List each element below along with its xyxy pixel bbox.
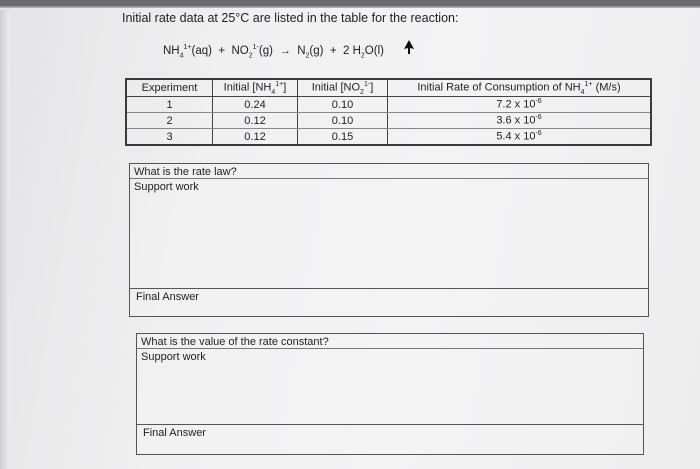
- reactant-no2: $NO_2^{1-}(g)$: [231, 44, 273, 60]
- reaction-equation: [163, 44, 384, 59]
- rate-constant-question: What is the value of the rate constant?: [137, 334, 643, 349]
- header-experiment: Experiment: [126, 79, 213, 97]
- support-work-label: Support work: [141, 351, 206, 363]
- rate-constant-answer-box[interactable]: [136, 333, 644, 455]
- plus-sign: +: [218, 44, 226, 57]
- cell-experiment: 3: [126, 129, 213, 146]
- header-nh4-concentration: Initial $[NH_4^{1+}]$: [213, 79, 298, 97]
- cell-no2: 0.10: [298, 97, 388, 113]
- intro-text: Initial rate data at 25°C are listed in the table for the reaction:: [122, 11, 459, 25]
- reactant-nh4: $NH_4^{1+}(aq)$: [163, 44, 212, 60]
- cell-experiment: 2: [126, 113, 213, 129]
- header-initial-rate: Initial Rate of Consumption of $NH_4^{1+}$ (M/s): [388, 79, 652, 97]
- page-edge: [0, 10, 10, 469]
- final-answer-field[interactable]: [137, 424, 643, 455]
- cell-no2: 0.10: [298, 113, 388, 129]
- support-work-label: Support work: [134, 181, 199, 193]
- final-answer-label: Final Answer: [136, 291, 199, 303]
- final-answer-field[interactable]: [130, 288, 648, 319]
- cell-rate: 3.6 x $10^{-6}$: [388, 113, 652, 129]
- mouse-pointer-icon: [403, 40, 415, 54]
- rate-law-answer-box[interactable]: [129, 163, 649, 317]
- cell-no2: 0.15: [298, 129, 388, 146]
- cell-rate: 5.4 x $10^{-6}$: [388, 129, 652, 146]
- cell-experiment: 1: [126, 97, 213, 113]
- table-row: [126, 113, 651, 129]
- cell-nh4: 0.12: [213, 113, 298, 129]
- header-no2-concentration: Initial $[NO_2^{1-}]$: [298, 79, 388, 97]
- plus-sign: +: [329, 44, 337, 57]
- product-n2: $N_2(g)$: [297, 44, 324, 60]
- cell-rate: 7.2 x $10^{-6}$: [388, 97, 652, 113]
- reaction-arrow: →: [279, 44, 291, 57]
- table-row: [126, 97, 651, 113]
- cell-nh4: 0.12: [213, 129, 298, 146]
- table-header-row: [126, 79, 651, 97]
- product-h2o: 2 $H_2O(l)$: [342, 44, 384, 60]
- final-answer-label: Final Answer: [143, 427, 206, 439]
- cell-nh4: 0.24: [213, 97, 298, 113]
- rate-data-table: [125, 78, 652, 146]
- rate-law-question: What is the rate law?: [130, 164, 648, 179]
- table-row: [126, 129, 651, 146]
